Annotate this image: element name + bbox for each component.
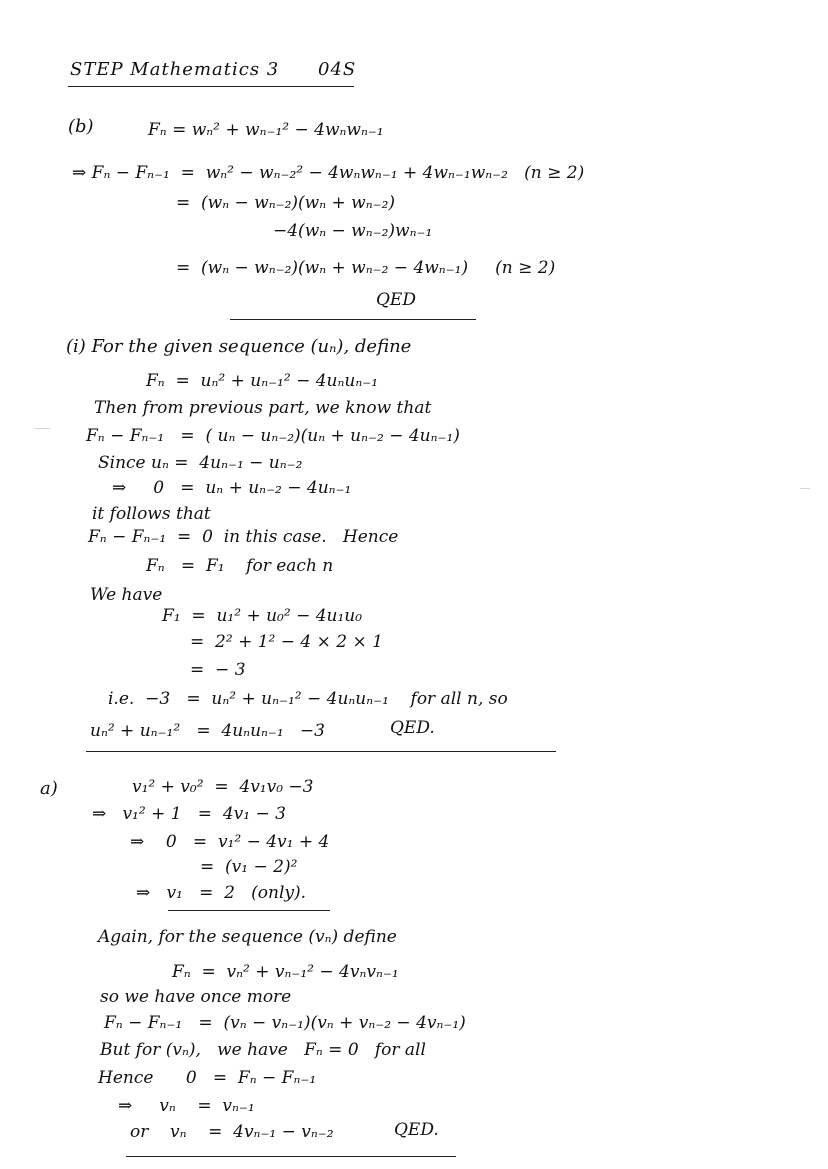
- part-b-line-4: −4(wₙ − wₙ₋₂)wₙ₋₁: [273, 221, 433, 241]
- part-c-line-5: But for (vₙ), we have Fₙ = 0 for all: [100, 1040, 426, 1060]
- part-i-line-6: ⇒ 0 = uₙ + uₙ₋₂ − 4uₙ₋₁: [112, 478, 352, 498]
- part-b-qed: QED: [376, 290, 416, 310]
- part-c-line-8: or vₙ = 4vₙ₋₁ − vₙ₋₂: [130, 1122, 334, 1142]
- scan-artifact-left: [34, 428, 50, 429]
- part-c-line-6: Hence 0 = Fₙ − Fₙ₋₁: [98, 1068, 317, 1088]
- part-i-line-10: We have: [90, 585, 163, 605]
- part-i-line-7: it follows that: [92, 504, 211, 524]
- part-c-line-1: Again, for the sequence (vₙ) define: [98, 927, 397, 947]
- part-a-line-5: ⇒ v₁ = 2 (only).: [136, 883, 307, 903]
- part-i-divider: [86, 751, 556, 752]
- part-c-divider: [126, 1156, 456, 1157]
- part-c-line-3: so we have once more: [100, 987, 292, 1007]
- problem-code: 04S: [318, 59, 357, 80]
- part-b-line-3: = (wₙ − wₙ₋₂)(wₙ + wₙ₋₂): [176, 193, 396, 213]
- part-i-line-8: Fₙ − Fₙ₋₁ = 0 in this case. Hence: [88, 527, 399, 547]
- part-i-line-11: F₁ = u₁² + u₀² − 4u₁u₀: [162, 606, 363, 626]
- part-i-line-13: = − 3: [190, 660, 246, 680]
- title-underline: [68, 86, 354, 87]
- part-i-line-3: Then from previous part, we know that: [94, 398, 432, 418]
- part-b-line-5: = (wₙ − wₙ₋₂)(wₙ + wₙ₋₂ − 4wₙ₋₁) (n ≥ 2): [176, 258, 556, 278]
- part-a-line-2: ⇒ v₁² + 1 = 4v₁ − 3: [92, 804, 286, 824]
- part-i-line-5: Since uₙ = 4uₙ₋₁ − uₙ₋₂: [98, 453, 303, 473]
- part-a-divider: [168, 910, 330, 911]
- part-b-divider: [230, 319, 476, 320]
- part-b-label: (b): [68, 116, 94, 137]
- part-i-line-1: (i) For the given sequence (uₙ), define: [66, 336, 412, 357]
- part-b-line-1: Fₙ = wₙ² + wₙ₋₁² − 4wₙwₙ₋₁: [148, 120, 384, 140]
- part-i-line-4: Fₙ − Fₙ₋₁ = ( uₙ − uₙ₋₂)(uₙ + uₙ₋₂ − 4uₙ₋₁): [86, 426, 460, 446]
- part-i-qed: QED.: [390, 718, 435, 738]
- part-a-line-3: ⇒ 0 = v₁² − 4v₁ + 4: [130, 832, 330, 852]
- part-i-line-12: = 2² + 1² − 4 × 2 × 1: [190, 632, 383, 652]
- part-i-line-9: Fₙ = F₁ for each n: [146, 556, 334, 576]
- part-a-line-4: = (v₁ − 2)²: [200, 857, 298, 877]
- part-a-label: a): [40, 778, 58, 799]
- part-a-line-1: v₁² + v₀² = 4v₁v₀ −3: [132, 777, 314, 797]
- part-b-line-2: ⇒ Fₙ − Fₙ₋₁ = wₙ² − wₙ₋₂² − 4wₙwₙ₋₁ + 4wₙ₋₁wₙ₋₂ (n ≥ 2): [72, 163, 585, 183]
- part-c-line-7: ⇒ vₙ = vₙ₋₁: [118, 1096, 255, 1116]
- part-i-line-14: i.e. −3 = uₙ² + uₙ₋₁² − 4uₙuₙ₋₁ for all n, so: [108, 689, 508, 709]
- part-i-line-15: uₙ² + uₙ₋₁² = 4uₙuₙ₋₁ −3: [90, 721, 325, 741]
- part-i-line-2: Fₙ = uₙ² + uₙ₋₁² − 4uₙuₙ₋₁: [146, 371, 379, 391]
- part-c-line-4: Fₙ − Fₙ₋₁ = (vₙ − vₙ₋₁)(vₙ + vₙ₋₂ − 4vₙ₋₁): [104, 1013, 466, 1033]
- part-c-line-2: Fₙ = vₙ² + vₙ₋₁² − 4vₙvₙ₋₁: [172, 962, 399, 982]
- page-title: STEP Mathematics 3: [70, 59, 280, 80]
- scan-artifact-right: [800, 488, 810, 489]
- part-c-qed: QED.: [394, 1120, 439, 1140]
